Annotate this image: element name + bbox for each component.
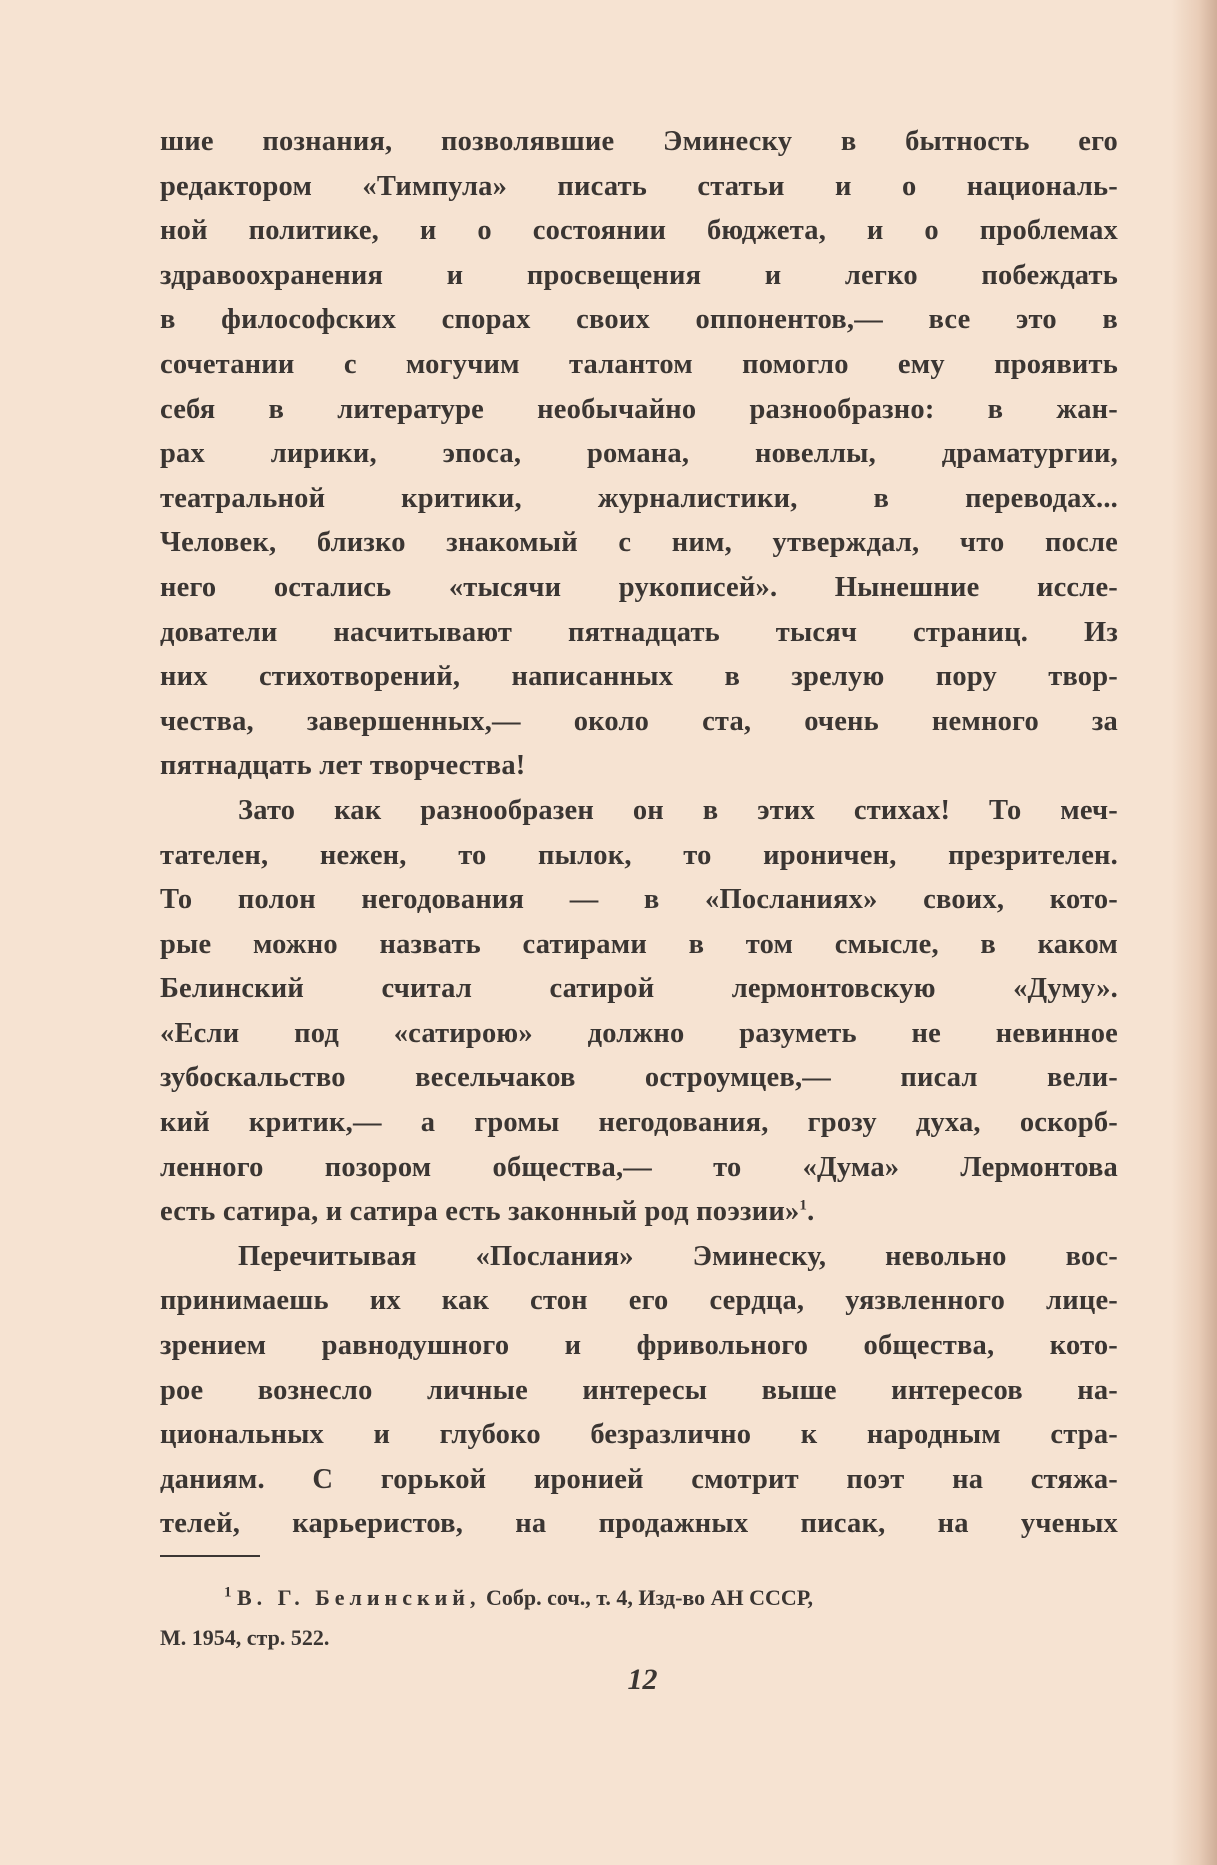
footnote-divider (160, 1555, 260, 1557)
footnote-author: В. Г. Белинский, (237, 1585, 481, 1610)
text-line: даниям. С горькой иронией смотрит поэт на стяжа- (160, 1463, 1118, 1495)
footnote-reference[interactable]: 1 (799, 1197, 808, 1214)
text-line: кий критик,— а громы негодования, грозу духа, оскорб- (160, 1107, 1118, 1139)
text-line: ной политике, и о состоянии бюджета, и о проблемах (160, 215, 1118, 247)
text-line: рое вознесло личные интересы выше интересов на- (160, 1374, 1118, 1406)
text-line: пятнадцать лет творчества! (160, 750, 526, 782)
text-line: Человек, близко знакомый с ним, утверждал, что после (160, 527, 1118, 559)
text-line: принимаешь их как стон его сердца, уязвленного лице- (160, 1285, 1118, 1317)
text-line: театральной критики, журналистики, в переводах... (160, 482, 1118, 514)
text-line: чества, завершенных,— около ста, очень немного за (160, 705, 1118, 737)
text-line: в философских спорах своих оппонентов,— все это в (160, 304, 1118, 336)
text-line: них стихотворений, написанных в зрелую пору твор- (160, 661, 1118, 693)
text-line: Перечитывая «Послания» Эминеску, невольно вос- (238, 1240, 1118, 1272)
paragraph-3 (160, 1235, 1118, 1547)
text-line: зрением равнодушного и фривольного общества, кото- (160, 1330, 1118, 1362)
text-line: него остались «тысячи рукописей». Нынешние иссле- (160, 571, 1118, 603)
text-line: ленного позором общества,— то «Дума» Лермонтова (160, 1151, 1118, 1183)
text-line: Белинский считал сатирой лермонтовскую «Думу». (160, 973, 1118, 1005)
text-line: себя в литературе необычайно разнообразно: в жан- (160, 393, 1118, 425)
page-gutter-shadow (1171, 0, 1217, 1865)
text-line: рах лирики, эпоса, романа, новеллы, драматургии, (160, 438, 1118, 470)
page-number: 12 (627, 1663, 658, 1696)
text-line: сочетании с могучим талантом помогло ему проявить (160, 348, 1118, 380)
footnote-line: М. 1954, стр. 522. (160, 1625, 330, 1650)
text-line: есть сатира, и сатира есть законный род поэзии» (160, 1196, 800, 1228)
paragraph-1 (160, 120, 1118, 789)
text-line: То полон негодования — в «Посланиях» своих, кото- (160, 884, 1118, 916)
main-text (160, 120, 1118, 1547)
footnote-citation: Собр. соч., т. 4, Изд-во АН СССР, (486, 1585, 813, 1610)
text-line-with-footnote: есть сатира, и сатира есть законный род поэзии»$^1$. (160, 1196, 815, 1228)
footnote-marker: 1 (224, 1584, 232, 1601)
text-line: рые можно назвать сатирами в том смысле, в каком (160, 928, 1118, 960)
text-line: редактором «Тимпула» писать статьи и о националь- (160, 170, 1118, 202)
text-line: тателен, нежен, то пылок, то ироничен, презрителен. (160, 839, 1118, 871)
footnote (160, 1578, 1118, 1658)
text-line: шие познания, позволявшие Эминеску в бытность его (160, 126, 1118, 157)
text-line: телей, карьеристов, на продажных писак, на ученых (160, 1508, 1118, 1540)
text-line: дователи насчитывают пятнадцать тысяч страниц. Из (160, 616, 1118, 648)
text-line: здравоохранения и просвещения и легко побеждать (160, 259, 1118, 291)
text-line: циональных и глубоко безразлично к народным стра- (160, 1419, 1118, 1451)
paragraph-2 (160, 789, 1118, 1235)
text-line: Зато как разнообразен он в этих стихах! То меч- (238, 794, 1118, 826)
text-line: «Если под «сатирою» должно разуметь не невинное (160, 1017, 1118, 1049)
footnote-line (160, 1578, 1118, 1618)
text-line: зубоскальство весельчаков остроумцев,— писал вели- (160, 1062, 1118, 1094)
